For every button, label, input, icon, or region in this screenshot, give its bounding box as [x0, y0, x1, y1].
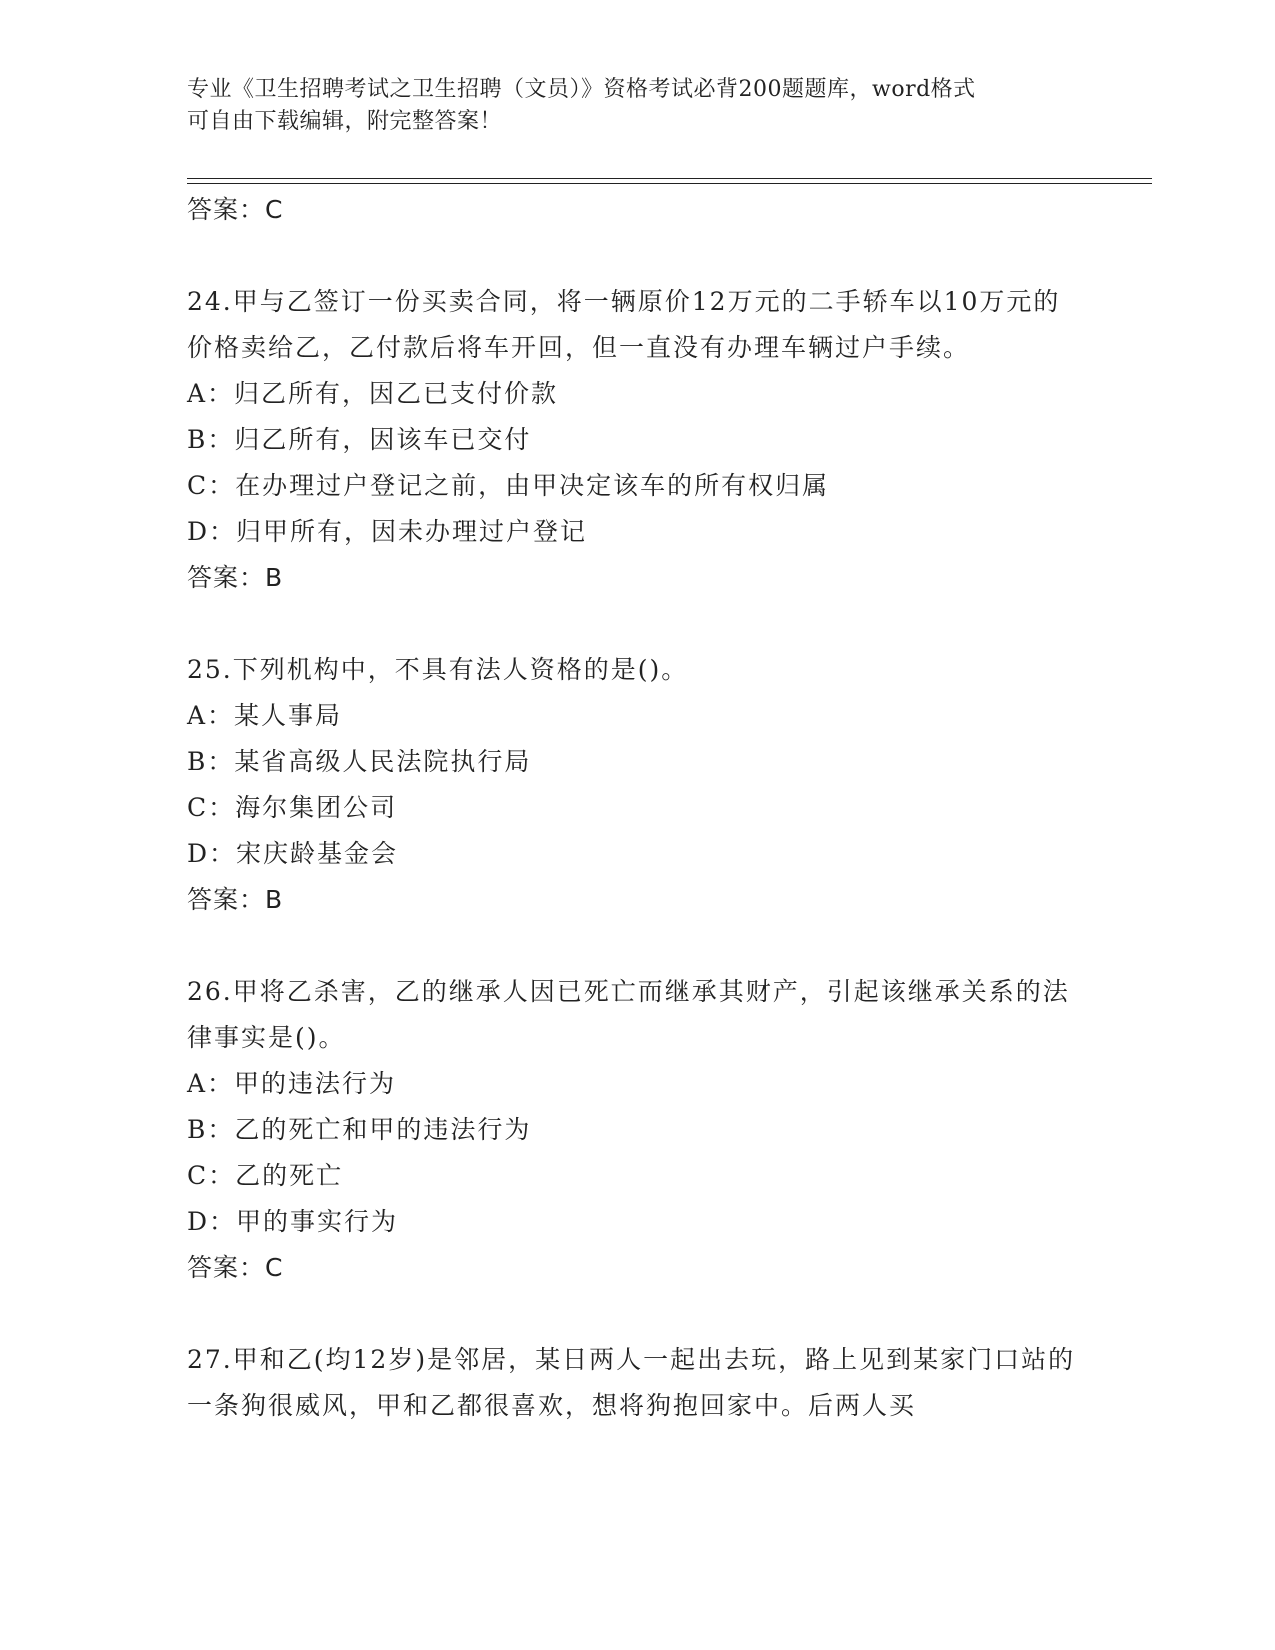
- option-a: A：某人事局: [187, 701, 343, 730]
- header-line-1: 专业《卫生招聘考试之卫生招聘（文员）》资格考试必背200题题库，word格式: [187, 77, 976, 102]
- question-text: 27.甲和乙(均12岁)是邻居，某日两人一起出去玩，路上见到某家门口站的一条狗很威风，甲和乙都很喜欢，想将狗抱回家中。后两人买: [187, 1345, 1076, 1420]
- option-b: B：某省高级人民法院执行局: [187, 747, 532, 776]
- question-27: [187, 1337, 1087, 1429]
- header-line-2: 可自由下载编辑，附完整答案！: [187, 109, 503, 134]
- question-25: [187, 647, 1087, 923]
- option-d: D：甲的事实行为: [187, 1207, 399, 1236]
- document-body: [187, 187, 1087, 1429]
- question-text: 24.甲与乙签订一份买卖合同，将一辆原价12万元的二手轿车以10万元的价格卖给乙，乙付款后将车开回，但一直没有办理车辆过户手续。: [187, 287, 1061, 362]
- option-d: D：归甲所有，因未办理过户登记: [187, 517, 588, 546]
- question-text: 26.甲将乙杀害，乙的继承人因已死亡而继承其财产，引起该继承关系的法律事实是()。: [187, 977, 1070, 1052]
- answer-line: 答案：C: [187, 195, 284, 224]
- question-24: [187, 279, 1087, 601]
- header-divider-bottom: [187, 183, 1152, 184]
- option-c: C：在办理过户登记之前，由甲决定该车的所有权归属: [187, 471, 830, 500]
- option-a: A：甲的违法行为: [187, 1069, 397, 1098]
- option-b: B：归乙所有，因该车已交付: [187, 425, 532, 454]
- option-d: D：宋庆龄基金会: [187, 839, 399, 868]
- option-c: C：乙的死亡: [187, 1161, 344, 1190]
- option-b: B：乙的死亡和甲的违法行为: [187, 1115, 532, 1144]
- question-26: [187, 969, 1087, 1291]
- question-text: 25.下列机构中，不具有法人资格的是()。: [187, 655, 689, 684]
- answer-line: 答案：C: [187, 1253, 284, 1282]
- answer-line: 答案：B: [187, 885, 284, 914]
- option-c: C：海尔集团公司: [187, 793, 398, 822]
- header-divider-top: [187, 178, 1152, 179]
- document-header: [187, 74, 1067, 138]
- answer-line: 答案：B: [187, 563, 284, 592]
- option-a: A：归乙所有，因乙已支付价款: [187, 379, 559, 408]
